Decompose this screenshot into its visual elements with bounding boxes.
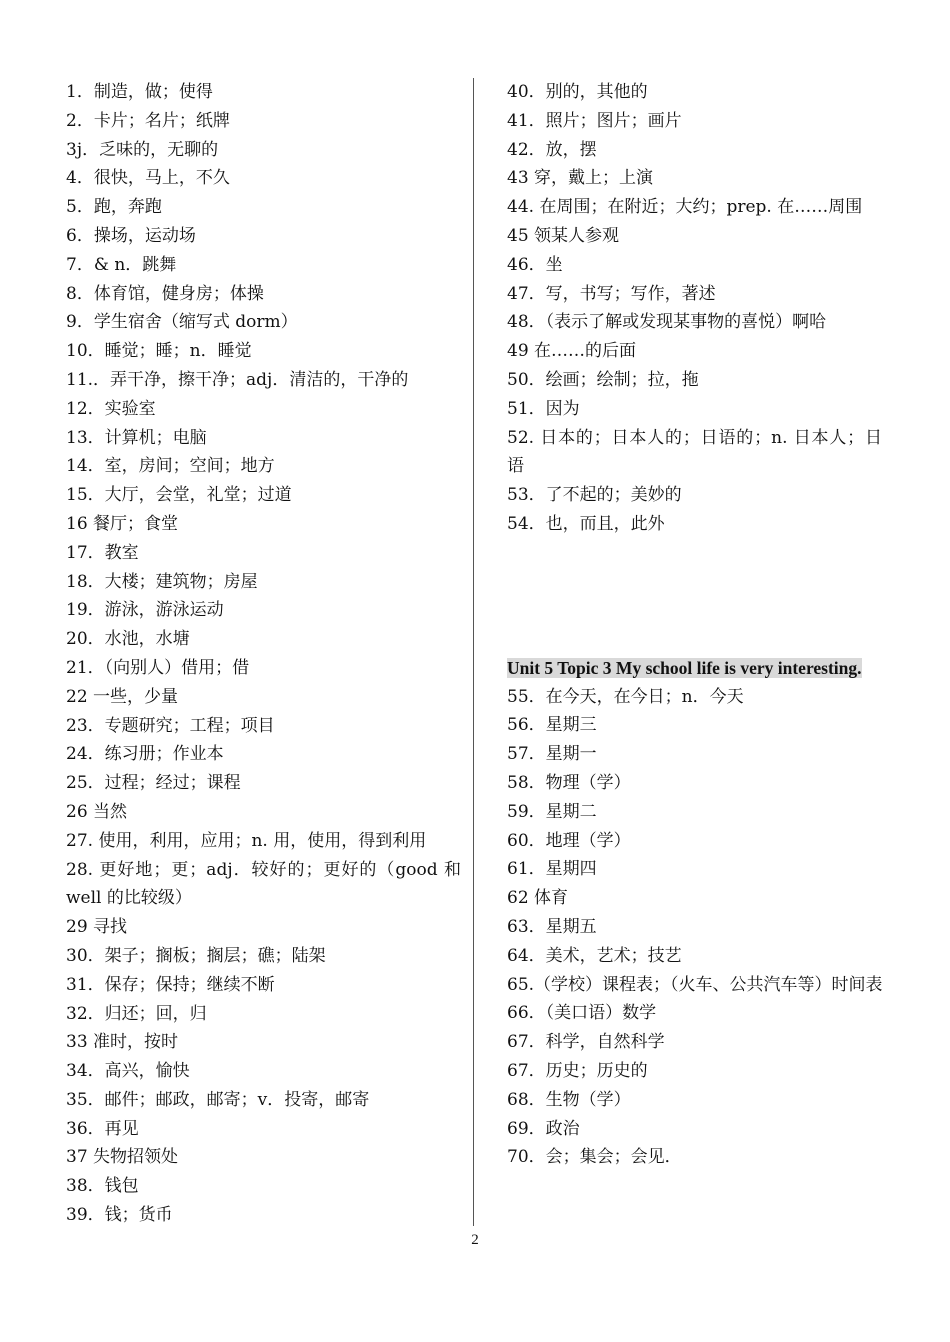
vocab-entry: 63．星期五 xyxy=(507,916,597,937)
vocab-entry: 36．再见 xyxy=(66,1118,139,1139)
vocab-entry: 55．在今天，在今日；n．今天 xyxy=(507,686,744,707)
vocab-entry: 61．星期四 xyxy=(507,859,597,880)
unit-heading-text: Unit 5 Topic 3 My school life is very interesting. xyxy=(507,657,862,678)
vocab-entry: 23．专题研究；工程；项目 xyxy=(66,715,275,736)
vocab-entry: 2．卡片；名片；纸牌 xyxy=(66,110,230,131)
vocab-entry: 14．室，房间；空间；地方 xyxy=(66,456,275,477)
vocab-entry: 69．政治 xyxy=(507,1118,580,1139)
column-divider xyxy=(473,78,474,1226)
vocab-entry: 38．钱包 xyxy=(66,1176,139,1197)
vocab-entry: 27. 使用，利用，应用；n. 用，使用，得到利用 xyxy=(66,830,427,851)
vocab-entry: 37 失物招领处 xyxy=(66,1147,179,1168)
vocab-entry: 9．学生宿舍（缩写式 dorm） xyxy=(66,312,298,333)
vocab-entry: 68．生物（学） xyxy=(507,1089,631,1110)
vocab-entry: 17．教室 xyxy=(66,542,139,563)
vocab-entry: 66．（美口语）数学 xyxy=(507,1003,657,1024)
vocab-entry: 59．星期二 xyxy=(507,801,597,822)
vocab-entry: 39．钱；货币 xyxy=(66,1205,173,1226)
vocab-entry: 65.（学校）课程表；（火车、公共汽车等）时间表 xyxy=(507,974,883,995)
vocab-entry: 49 在……的后面 xyxy=(507,341,637,362)
vocab-entry: 32．归还；回，归 xyxy=(66,1003,207,1024)
vocab-entry: 40．别的，其他的 xyxy=(507,82,648,102)
page-number: 2 xyxy=(471,1232,479,1248)
vocab-entry: 47．写，书写；写作，著述 xyxy=(507,283,716,304)
vocab-entry: 53．了不起的；美妙的 xyxy=(507,485,682,506)
vocab-entry: 56．星期三 xyxy=(507,715,597,736)
vocab-entry: 29 寻找 xyxy=(66,917,128,938)
vocab-entry: 44. 在周围；在附近；大约；prep. 在……周围 xyxy=(507,197,863,218)
vocab-entry: 10．睡觉；睡；n．睡觉 xyxy=(66,341,252,362)
unit-heading xyxy=(507,654,882,683)
column-gap xyxy=(507,539,882,654)
vocab-entry: 20．水池，水塘 xyxy=(66,629,190,650)
vocab-entry: 42．放，摆 xyxy=(507,139,597,160)
vocab-entry: 50．绘画；绘制；拉，拖 xyxy=(507,369,699,390)
vocab-entry: 57．星期一 xyxy=(507,744,597,765)
vocab-entry: 13．计算机；电脑 xyxy=(66,427,207,448)
vocab-entry: 1．制造，做；使得 xyxy=(66,82,213,102)
vocab-entry: 26 当然 xyxy=(66,801,128,822)
vocab-entry: 41．照片；图片；画片 xyxy=(507,110,682,131)
vocab-entry: 15．大厅，会堂，礼堂；过道 xyxy=(66,485,292,506)
vocab-entry: 19．游泳，游泳运动 xyxy=(66,600,224,621)
vocab-entry: 52. 日本的；日本人的；日语的；n. 日本人；日语 xyxy=(507,427,882,477)
vocab-entry: 5．跑，奔跑 xyxy=(66,197,162,218)
vocab-entry: 12．实验室 xyxy=(66,398,156,419)
vocab-entry: 25．过程；经过；课程 xyxy=(66,773,241,794)
vocab-entry: 21．（向别人）借用；借 xyxy=(66,657,250,678)
vocab-entry: 4．很快，马上，不久 xyxy=(66,168,230,189)
vocab-entry: 22 一些，少量 xyxy=(66,686,179,707)
vocab-entry: 30．架子；搁板；搁层；礁；陆架 xyxy=(66,945,326,966)
vocab-entry: 3j．乏味的，无聊的 xyxy=(66,139,219,160)
left-column xyxy=(66,78,461,1230)
vocab-entry: 62 体育 xyxy=(507,888,569,909)
vocab-entry: 51．因为 xyxy=(507,398,580,419)
vocab-entry: 7．& n．跳舞 xyxy=(66,254,177,275)
vocab-entry: 31．保存；保持；继续不断 xyxy=(66,974,275,995)
vocab-entry: 70．会；集会；会见． xyxy=(507,1147,682,1168)
right-column xyxy=(507,78,882,1172)
right-column-top-list xyxy=(507,78,882,539)
vocab-entry: 8．体育馆，健身房；体操 xyxy=(66,283,264,304)
vocab-entry: 67．历史；历史的 xyxy=(507,1060,648,1081)
vocab-entry: 24．练习册；作业本 xyxy=(66,744,224,765)
vocab-entry: 60．地理（学） xyxy=(507,830,631,851)
vocab-entry: 18．大楼；建筑物；房屋 xyxy=(66,571,258,592)
vocab-entry: 43 穿，戴上；上演 xyxy=(507,168,654,189)
vocab-entry: 45 领某人参观 xyxy=(507,225,620,246)
vocab-entry: 6．操场，运动场 xyxy=(66,225,196,246)
vocab-entry: 33 准时，按时 xyxy=(66,1032,179,1053)
vocab-entry: 35．邮件；邮政，邮寄；v．投寄，邮寄 xyxy=(66,1089,370,1110)
vocab-entry: 64．美术，艺术；技艺 xyxy=(507,945,682,966)
vocab-entry: 58．物理（学） xyxy=(507,772,631,793)
vocab-entry: 28. 更好地；更；adj．较好的；更好的（good 和 well 的比较级） xyxy=(66,859,461,909)
vocab-entry: 11.．弄干净，擦干净；adj．清洁的，干净的 xyxy=(66,369,409,390)
right-column-bottom-list xyxy=(507,683,882,1173)
vocab-entry: 34．高兴，愉快 xyxy=(66,1061,190,1082)
vocab-entry: 54．也，而且，此外 xyxy=(507,513,665,534)
vocab-entry: 67．科学，自然科学 xyxy=(507,1032,665,1053)
vocab-entry: 48．（表示了解或发现某事物的喜悦）啊哈 xyxy=(507,312,827,333)
vocab-entry: 16 餐厅；食堂 xyxy=(66,513,179,534)
vocab-entry: 46．坐 xyxy=(507,254,563,275)
